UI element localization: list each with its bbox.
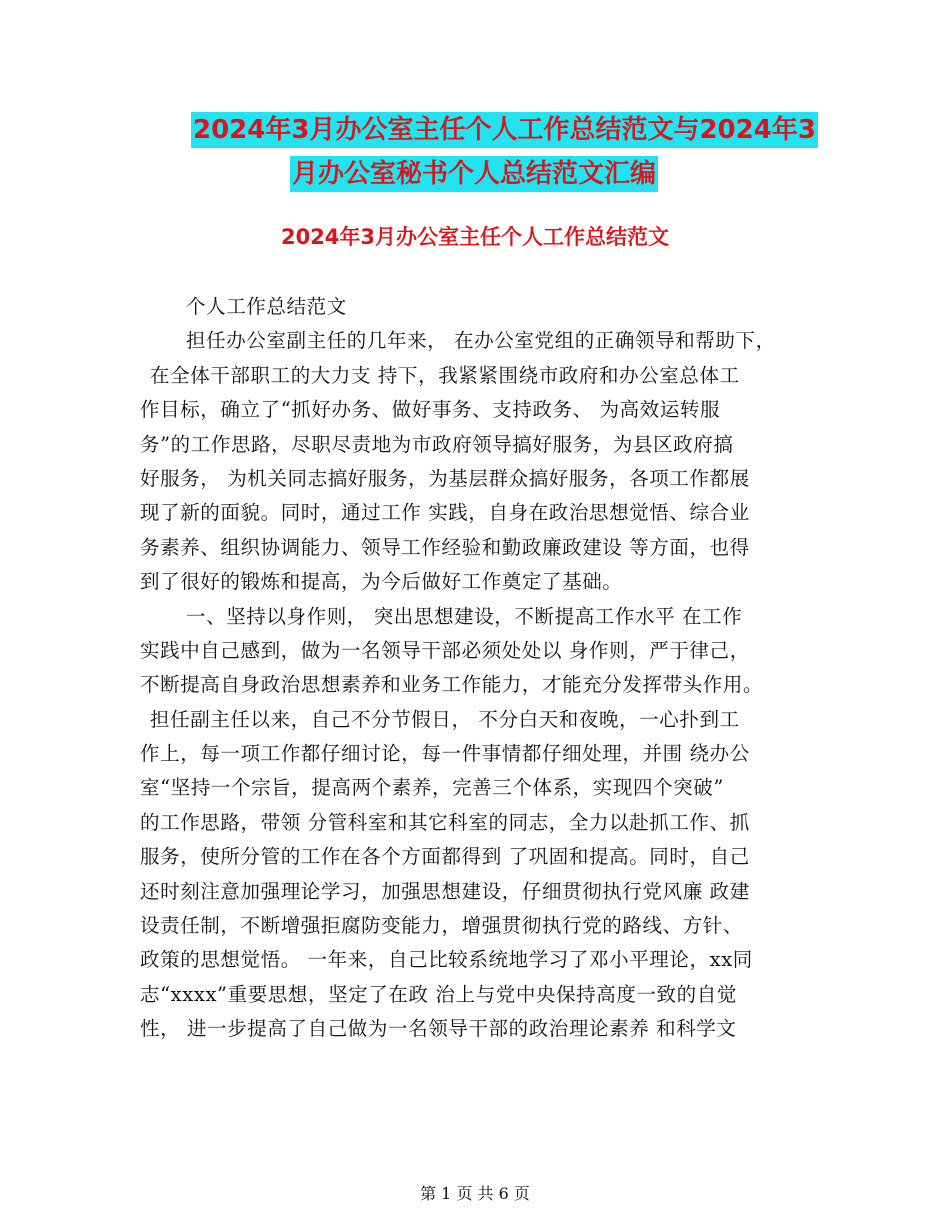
body-text bbox=[140, 290, 820, 1047]
text-line: 政策的思想觉悟。 一年来，自己比较系统地学习了邓小平理论，xx同 bbox=[140, 948, 753, 972]
text-line: 到了很好的锻炼和提高，为今后做好工作奠定了基础。 bbox=[140, 570, 623, 594]
title-line-2: 月办公室秘书个人总结范文汇编 bbox=[290, 156, 658, 192]
text-line: 作上，每一项工作都仔细讨论，每一件事情都仔细处理，并围 绕办公 bbox=[140, 742, 750, 766]
text-line: 作目标，确立了“抓好办务、做好事务、支持政务、 为高效运转服 bbox=[140, 398, 721, 422]
title-line-1: 2024年3月办公室主任个人工作总结范文与2024年3 bbox=[191, 112, 818, 148]
text-line: 在全体干部职工的大力支 持下，我紧紧围绕市政府和办公室总体工 bbox=[150, 363, 740, 387]
text-line: 的工作思路，带领 分管科室和其它科室的同志，全力以赴抓工作、抓 bbox=[140, 810, 750, 834]
text-line: 室“坚持一个宗旨，提高两个素养，完善三个体系，实现四个突破” bbox=[140, 776, 724, 800]
text-line: 个人工作总结范文 bbox=[186, 295, 347, 318]
text-line: 一、坚持以身作则， 突出思想建设，不断提高工作水平 在工作 bbox=[186, 604, 743, 628]
text-line: 服务，使所分管的工作在各个方面都得到 了巩固和提高。同时，自己 bbox=[140, 845, 750, 869]
section-heading: 2024年3月办公室主任个人工作总结范文 bbox=[280, 225, 670, 249]
text-line: 设责任制，不断增强拒腐防变能力，增强贯彻执行党的路线、方针、 bbox=[140, 914, 744, 938]
text-line: 务”的工作思路，尽职尽责地为市政府领导搞好服务，为县区政府搞 bbox=[140, 432, 734, 456]
text-line: 现了新的面貌。同时，通过工作 实践，自身在政治思想觉悟、综合业 bbox=[140, 501, 750, 525]
text-line: 性， 进一步提高了自己做为一名领导干部的政治理论素养 和科学文 bbox=[140, 1017, 737, 1041]
text-line: 不断提高自身政治思想素养和业务工作能力，才能充分发挥带头作用。 bbox=[140, 673, 764, 697]
text-line: 担任办公室副主任的几年来， 在办公室党组的正确领导和帮助下， bbox=[186, 329, 776, 353]
text-line: 实践中自己感到，做为一名领导干部必须处处以 身作则，严于律己， bbox=[140, 638, 750, 662]
text-line: 好服务， 为机关同志搞好服务，为基层群众搞好服务，各项工作都展 bbox=[140, 466, 750, 490]
page-number-footer: 第 1 页 共 6 页 bbox=[420, 1184, 530, 1203]
text-line: 还时刻注意加强理论学习，加强思想建设，仔细贯彻执行党风廉 政建 bbox=[140, 879, 750, 903]
text-line: 担任副主任以来，自己不分节假日， 不分白天和夜晚，一心扑到工 bbox=[150, 707, 740, 731]
text-line: 志“xxxx”重要思想，坚定了在政 治上与党中央保持高度一致的自觉 bbox=[140, 982, 737, 1006]
text-line: 务素养、组织协调能力、领导工作经验和勤政廉政建设 等方面，也得 bbox=[140, 535, 750, 559]
